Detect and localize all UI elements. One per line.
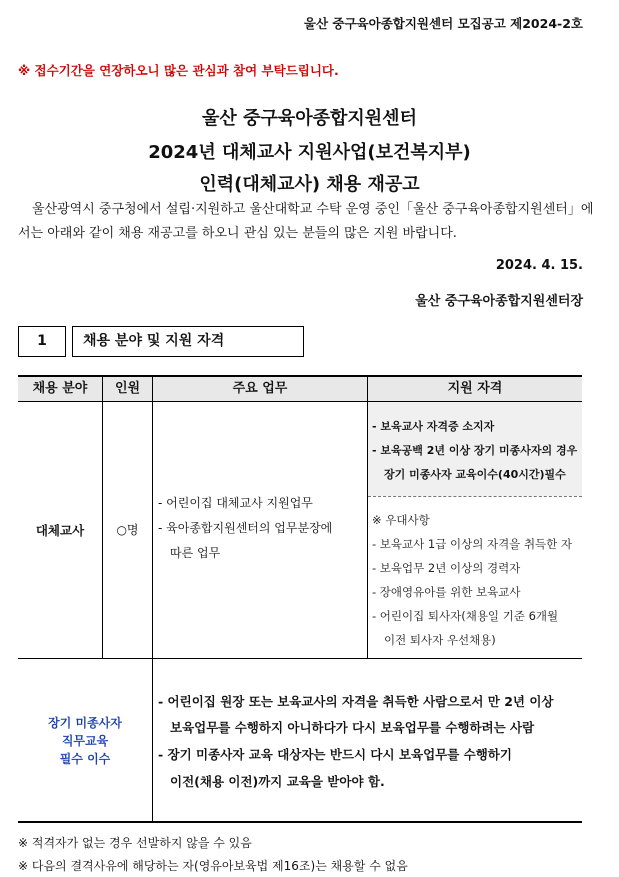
required-line: 장기 미종사자 교육이수(40시간)필수 — [384, 468, 566, 481]
title-line-2: 2024년 대체교사 지원사업(보건복지부) — [148, 142, 471, 163]
header-duties: 주요 업무 — [232, 381, 288, 396]
footnote: ※ 다음의 결격사유에 해당하는 자(영유아보육법 제16조)는 채용할 수 없음 — [18, 859, 408, 873]
required-line: - 보육교사 자격증 소지자 — [372, 420, 495, 433]
intro-paragraph: 울산광역시 중구청에서 설립·지원하고 울산대학교 수탁 운영 중인「울산 중구육아종합지원센터」에서는 아래와 같이 채용 재공고를 하오니 관심 있는 분들의 많은 지원 바랍니다. — [18, 202, 594, 241]
header-field: 채용 분야 — [32, 381, 88, 396]
col-divider-3 — [367, 376, 368, 659]
preferred-line: - 장애영유아를 위한 보육교사 — [372, 585, 521, 599]
training-label — [18, 714, 152, 768]
preferred-line: 이전 퇴사자 우선채용) — [384, 633, 496, 647]
col-divider-1 — [102, 376, 103, 659]
training-label-line: 직무교육 — [61, 734, 109, 748]
required-line: - 보육공백 2년 이상 장기 미종사자의 경우 — [372, 444, 578, 457]
extension-notice: ※ 접수기간을 연장하오니 많은 관심과 참여 부탁드립니다. — [18, 63, 339, 78]
training-label-line: 장기 미종사자 — [48, 716, 122, 730]
training-line: 보육업무를 수행하지 아니하다가 다시 보육업무를 수행하려는 사람 — [170, 720, 535, 735]
col-divider-2 — [152, 376, 153, 822]
section-title: 채용 분야 및 지원 자격 — [72, 326, 304, 357]
preferred-line: - 어린이집 퇴사자(채용일 기준 6개월 — [372, 609, 559, 623]
training-line: - 장기 미종사자 교육 대상자는 반드시 다시 보육업무를 수행하기 — [158, 747, 512, 762]
title-line-1: 울산 중구육아종합지원센터 — [202, 108, 417, 129]
preferred-title: ※ 우대사항 — [372, 513, 430, 527]
notice-number: 울산 중구육아종합지원센터 모집공고 제2024-2호 — [303, 16, 583, 31]
issuer: 울산 중구육아종합지원센터장 — [415, 294, 583, 309]
preferred-line: - 보육업무 2년 이상의 경력자 — [372, 561, 521, 575]
count-cell: ○명 — [116, 523, 139, 537]
section-number: 1 — [18, 326, 66, 357]
duty-line: - 육아종합지원센터의 업무분장에 — [158, 521, 333, 535]
field-cell: 대체교사 — [35, 523, 85, 538]
qualification-divider — [368, 496, 582, 497]
header-qualifications: 지원 자격 — [447, 381, 503, 396]
training-line: - 어린이집 원장 또는 보육교사의 자격을 취득한 사람으로서 만 2년 이상 — [158, 694, 554, 709]
title-line-3: 인력(대체교사) 채용 재공고 — [199, 174, 420, 195]
footnote: ※ 적격자가 없는 경우 선발하지 않을 수 있음 — [18, 836, 252, 850]
training-line: 이전(채용 이전)까지 교육을 받아야 함. — [170, 774, 385, 789]
duty-line: 따른 업무 — [170, 546, 221, 560]
preferred-line: - 보육교사 1급 이상의 자격을 취득한 자 — [372, 537, 573, 551]
table-bottom-border — [18, 821, 582, 823]
announcement-date: 2024. 4. 15. — [495, 258, 583, 273]
header-count: 인원 — [114, 381, 141, 396]
duty-line: - 어린이집 대체교사 지원업무 — [158, 496, 313, 510]
training-label-line: 필수 이수 — [59, 752, 111, 766]
